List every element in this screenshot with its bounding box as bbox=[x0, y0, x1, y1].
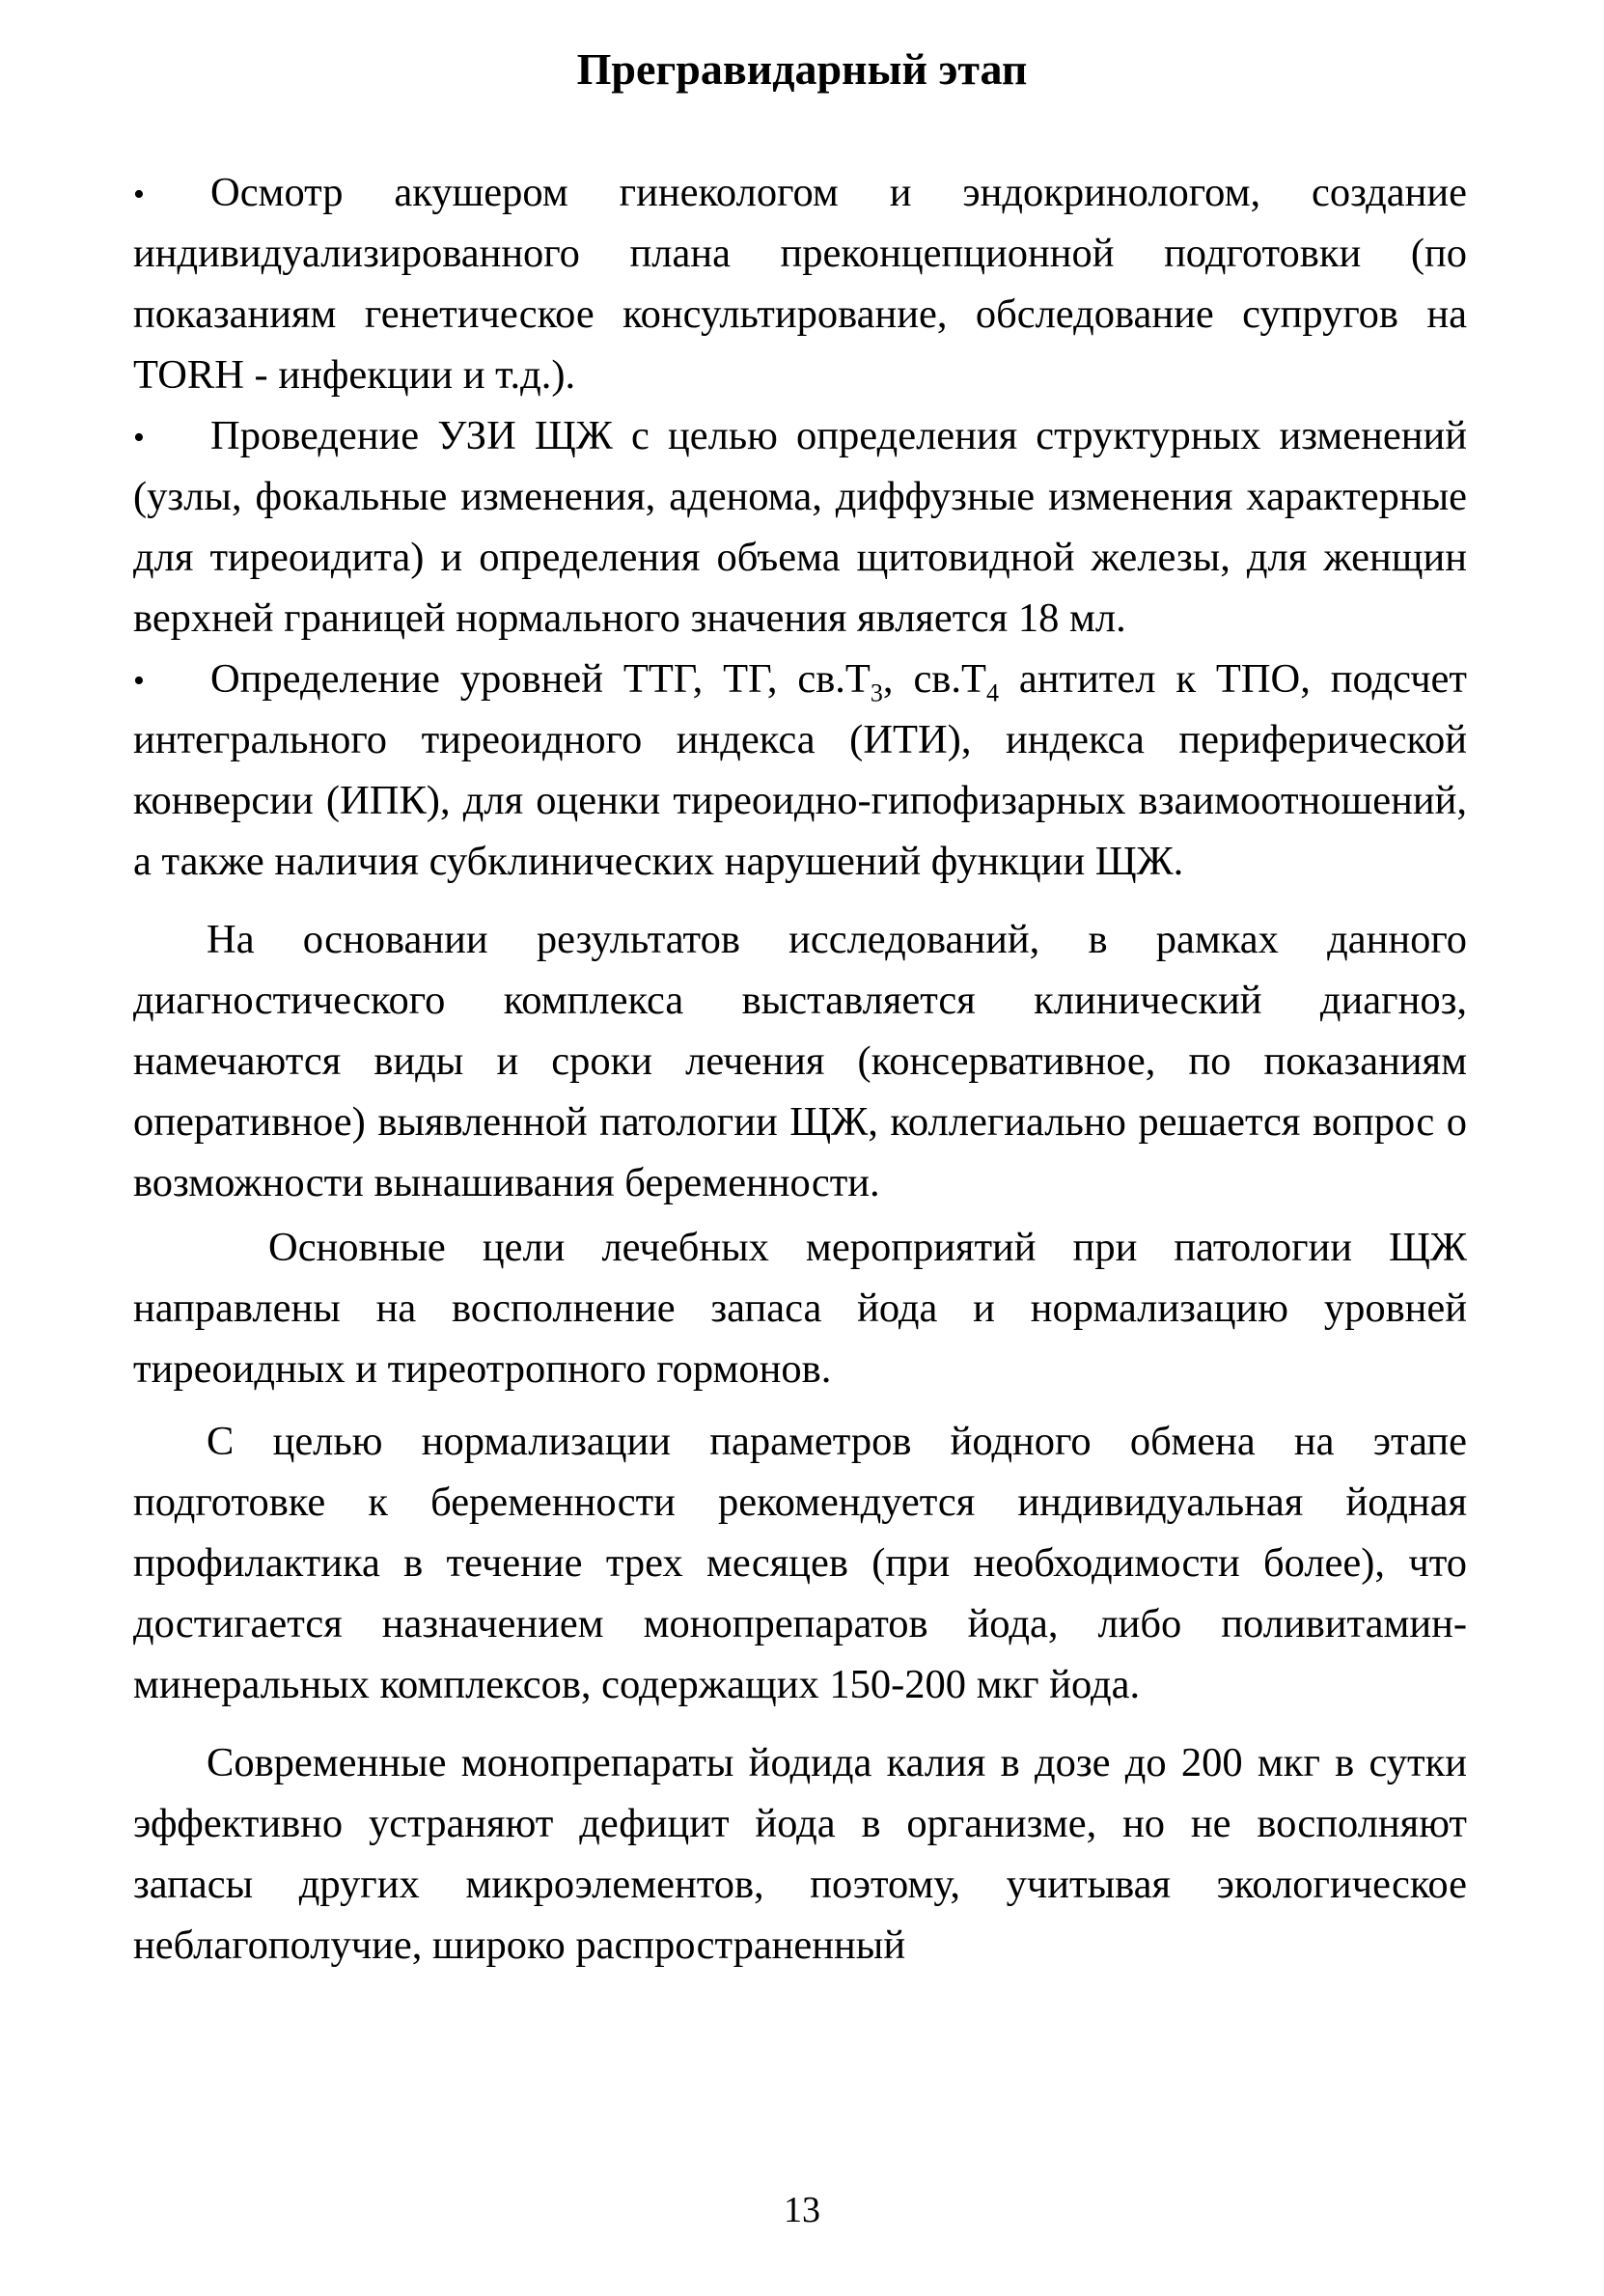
bullet-item bbox=[133, 162, 1467, 405]
bullet-text-part: , св.Т bbox=[882, 656, 986, 702]
subscript: 4 bbox=[985, 678, 999, 707]
bullet-text-part: антител к ТПО, подсчет интегрального тиреоидного индекса (ИТИ), индекса периферической конверсии (ИПК), для оценки тиреоидно-гипофизарных взаимоотношений, а также наличия субклинических нарушений функции ЩЖ. bbox=[133, 656, 1467, 884]
bullet-icon: • bbox=[133, 420, 145, 456]
paragraph: Современные монопрепараты йодида калия в дозе до 200 мкг в сутки эффективно устраняют дефицит йода в организме, но не восполняют запасы других микроэлементов, поэтому, учитывая экологическое неблагополучие, широко распространенный bbox=[133, 1740, 1467, 1968]
paragraph: Основные цели лечебных мероприятий при патологии ЩЖ направлены на восполнение запаса йода и нормализацию уровней тиреоидных и тиреотропного гормонов. bbox=[133, 1225, 1467, 1392]
page-title: Прегравидарный этап bbox=[576, 44, 1028, 94]
paragraph: С целью нормализации параметров йодного обмена на этапе подготовке к беременности рекомендуется индивидуальная йодная профилактика в течение трех месяцев (при необходимости более), что достигается назначением монопрепаратов йода, либо поливитамин-минеральных комплексов, содержащих 150-200 мкг йода. bbox=[133, 1419, 1467, 1707]
paragraph: На основании результатов исследований, в рамках данного диагностического комплекса выставляется клинический диагноз, намечаются виды и сроки лечения (консервативное, по показаниям оперативное) выявленной патологии ЩЖ, коллегиально решается вопрос о возможности вынашивания беременности. bbox=[133, 917, 1467, 1205]
bullet-icon: • bbox=[133, 177, 145, 212]
bullet-item bbox=[133, 405, 1467, 649]
bullet-text-part: Определение уровней ТТГ, ТГ, св.Т bbox=[210, 656, 871, 702]
bullet-text: Осмотр акушером гинекологом и эндокринологом, создание индивидуализированного плана преконцепционной подготовки (по показаниям генетическое консультирование, обследование супругов на TORH - инфекции и т.д.). bbox=[133, 170, 1467, 398]
bullet-icon: • bbox=[133, 663, 145, 699]
bullet-item bbox=[133, 649, 1467, 892]
document-body bbox=[133, 162, 1467, 1976]
subscript: 3 bbox=[870, 678, 883, 707]
page-number: 13 bbox=[784, 2190, 820, 2230]
bullet-text: Проведение УЗИ ЩЖ с целью определения структурных изменений (узлы, фокальные изменения, аденома, диффузные изменения характерные для тиреоидита) и определения объема щитовидной железы, для женщин верхней границей нормального значения является 18 мл. bbox=[133, 413, 1467, 641]
bullet-text bbox=[133, 656, 1467, 884]
